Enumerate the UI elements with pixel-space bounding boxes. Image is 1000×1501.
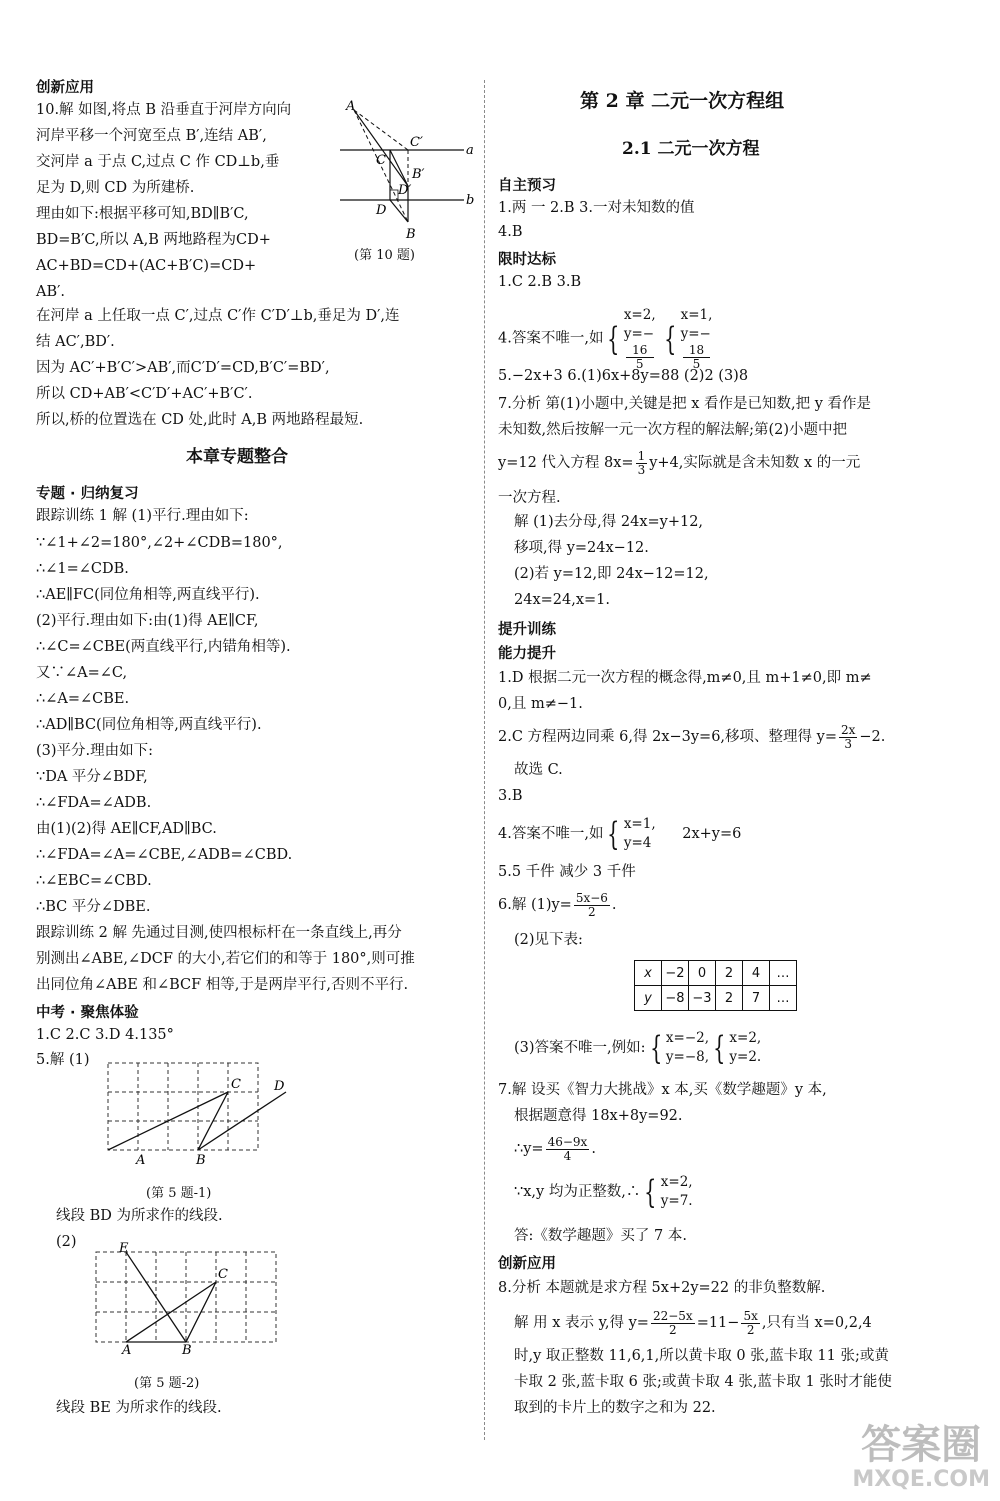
eq-line: y=−8, (665, 1049, 710, 1065)
fig10-caption: (第 10 题) (354, 248, 415, 263)
brace: { (649, 1029, 662, 1067)
equation-system (661, 1173, 693, 1211)
text-span: ∵x,y 均为正整数,∴ (514, 1184, 641, 1200)
eq-line: x=−2, (665, 1030, 710, 1046)
denominator: 5 (692, 357, 701, 371)
text-line: 解 (1)去分母,得 24x=y+12, (514, 514, 704, 530)
text-span: . (591, 1141, 596, 1157)
figure-10 (336, 96, 474, 261)
section-head-limit: 限时达标 (498, 252, 556, 268)
table-cell: −8 (662, 986, 689, 1011)
text-line: 所以 CD+AB′<C′D′+AC′+B′C′. (36, 386, 253, 402)
fig5-2-label: A (122, 1343, 132, 1356)
section-head-review: 专题 · 归纳复习 (36, 486, 139, 502)
equation-system (624, 306, 656, 371)
numerator: 16 (626, 344, 654, 358)
brace: { (607, 815, 620, 853)
text-line: 5.−2x+3 6.(1)6x+8y=88 (2)2 (3)8 (498, 368, 749, 384)
text-line: BD=B′C,所以 A,B 两地路程为CD+ (36, 232, 271, 248)
eq-line: x=2, (660, 1174, 693, 1190)
table-row-y (635, 986, 797, 1011)
fig10-label: B′ (412, 167, 425, 182)
eq-line: y=− (680, 326, 711, 342)
text-line: 1.C 2.B 3.B (498, 274, 582, 290)
eq-line: x=1, (680, 307, 713, 323)
watermark-brand: 答案圈 (861, 1422, 982, 1468)
text-line: ∴AE∥FC(同位角相等,两直线平行). (36, 587, 260, 603)
numerator: 5x (743, 1308, 758, 1323)
numerator: 5x−6 (575, 890, 608, 905)
equation-system (624, 815, 656, 853)
text-line: ∴∠C=∠CBE(两直线平行,内错角相等). (36, 639, 291, 655)
text-line: (2)若 y=12,即 24x−12=12, (514, 566, 709, 582)
q5-label2: (2) (56, 1234, 77, 1250)
text-line: 根据题意得 18x+8y=92. (514, 1108, 683, 1124)
denominator: 2 (746, 1322, 755, 1337)
text-line: 5.5 千件 减少 3 千件 (498, 864, 636, 880)
fig5-1-label: C (231, 1077, 241, 1092)
table-cell: … (770, 961, 797, 986)
text-line: ∵∠1+∠2=180°,∠2+∠CDB=180°, (36, 535, 283, 551)
ab6-3 (514, 1028, 761, 1068)
numerator: 2x (841, 722, 856, 737)
eq-line: y=2. (729, 1049, 762, 1065)
section-head-ability: 能力提升 (498, 646, 556, 662)
text-span: 2x+y=6 (682, 826, 742, 842)
text-line: AC+BD=CD+(AC+B′C)=CD+ (36, 258, 257, 274)
ab2 (498, 720, 885, 754)
text-line: (2)平行.理由如下:由(1)得 AE∥CF, (36, 613, 259, 629)
equation-system (729, 1029, 761, 1067)
denominator: 3 (844, 736, 853, 751)
table-cell: −3 (689, 986, 716, 1011)
eq-line: x=1, (623, 816, 656, 832)
numerator: 46−9x (547, 1134, 588, 1149)
text-span: −2. (859, 729, 886, 745)
table-cell: 4 (743, 961, 770, 986)
text-line: ∴∠A=∠CBE. (36, 691, 130, 707)
fig10-label: A (346, 99, 356, 114)
table-cell: −2 (662, 961, 689, 986)
limit7-equation (498, 446, 860, 480)
watermark (852, 1423, 990, 1493)
section-head-innovation-right: 创新应用 (498, 1256, 556, 1272)
denominator: 4 (563, 1148, 572, 1163)
ab4 (498, 814, 741, 854)
text-line: 又∵∠A=∠C, (36, 665, 128, 681)
fig10-label: C′ (410, 135, 423, 150)
fig5-1-label: D (274, 1079, 285, 1094)
denominator: 5 (635, 357, 644, 371)
text-line: ∴AD∥BC(同位角相等,两直线平行). (36, 717, 262, 733)
inn8-solution (514, 1306, 872, 1340)
text-span: y+4,实际就是含未知数 x 的一元 (649, 455, 861, 471)
text-span: ∴y= (514, 1141, 544, 1157)
text-span: =11− (696, 1315, 740, 1331)
ab7-int (514, 1172, 693, 1212)
fig5-2-label: E (119, 1241, 129, 1256)
q5-text1: 线段 BD 为所求作的线段. (56, 1208, 223, 1224)
text-line: 未知数,然后按解一元一次方程的解法解;第(2)小题中把 (498, 422, 848, 438)
text-line: ∴∠FDA=∠A=∠CBE,∠ADB=∠CBD. (36, 847, 293, 863)
text-span: 4.答案不唯一,如 (498, 330, 604, 347)
fig5-2-label: C (218, 1267, 228, 1282)
text-span: . (611, 897, 617, 913)
table-cell: 2 (716, 961, 743, 986)
section-title: 2.1 二元一次方程 (622, 139, 760, 159)
watermark-url: MXQE.COM (852, 1467, 990, 1492)
fig10-label: D′ (398, 183, 412, 198)
text-span: 2.C 方程两边同乘 6,得 2x−3y=6,移项、整理得 y= (498, 729, 837, 745)
table-cell: y (635, 986, 662, 1011)
text-line: 跟踪训练 1 解 (1)平行.理由如下: (36, 508, 249, 524)
table-cell: 0 (689, 961, 716, 986)
text-line: 在河岸 a 上任取一点 C′,过点 C′作 C′D′⊥b,垂足为 D′,连 (36, 308, 400, 324)
brace: { (644, 1173, 657, 1211)
table-cell: 7 (743, 986, 770, 1011)
text-line: 别测出∠ABE,∠DCF 的大小,若它们的和等于 180°,则可推 (36, 951, 415, 967)
fig5-1-label: B (196, 1153, 206, 1164)
chapter-summary-title: 本章专题整合 (186, 447, 288, 467)
fig10-label: b (466, 193, 474, 208)
text-line: ∴∠EBC=∠CBD. (36, 873, 152, 889)
text-span: 解 用 x 表示 y,得 y= (514, 1315, 649, 1331)
brace: { (664, 319, 677, 358)
text-line: ∴∠1=∠CDB. (36, 561, 129, 577)
text-line: 跟踪训练 2 解 先通过目测,使四根标杆在一条直线上,再分 (36, 925, 402, 941)
fig10-label: C (376, 153, 386, 168)
text-span: 4.答案不唯一,如 (498, 826, 604, 842)
fig10-label: a (466, 143, 474, 158)
text-line: (2)见下表: (514, 932, 583, 948)
numerator: 22−5x (652, 1308, 693, 1323)
text-line: 河岸平移一个河宽至点 B′,连结 AB′, (36, 128, 267, 144)
text-line: 移项,得 y=24x−12. (514, 540, 649, 556)
text-line: 1.两 一 2.B 3.一对未知数的值 (498, 200, 695, 216)
text-line: 答:《数学趣题》买了 7 本. (514, 1228, 687, 1244)
ab7-y (514, 1132, 596, 1166)
text-line: 时,y 取正整数 11,6,1,所以黄卡取 0 张,蓝卡取 11 张;或黄 (514, 1348, 889, 1364)
equation-system (666, 1029, 709, 1067)
section-head-preview: 自主预习 (498, 178, 556, 194)
fig5-2-label: B (182, 1343, 192, 1356)
text-line: 7.解 设买《智力大挑战》x 本,买《数学趣题》y 本, (498, 1082, 827, 1098)
fig5-2-caption: (第 5 题-2) (134, 1376, 200, 1391)
figure-5-2 (86, 1240, 296, 1356)
fig10-label: D (376, 203, 387, 218)
denominator: 3 (637, 462, 646, 477)
text-line: 4.B (498, 224, 523, 240)
table-cell: x (635, 961, 662, 986)
text-span: 6.解 (1)y= (498, 897, 572, 913)
text-line: 1.D 根据二元一次方程的概念得,m≠0,且 m+1≠0,即 m≠ (498, 670, 872, 686)
denominator: 2 (669, 1322, 677, 1337)
fraction (546, 1136, 590, 1163)
text-line: 8.分析 本题就是求方程 5x+2y=22 的非负整数解. (498, 1280, 826, 1296)
section-head-improve: 提升训练 (498, 622, 556, 638)
section-head-exam: 中考 · 聚焦体验 (36, 1005, 139, 1021)
chapter-title: 第 2 章 二元一次方程组 (580, 90, 785, 112)
brace: { (607, 319, 620, 358)
text-line: 理由如下:根据平移可知,BD∥B′C, (36, 206, 249, 222)
text-line: 故选 C. (514, 762, 563, 778)
text-line: 结 AC′,BD′. (36, 334, 115, 350)
text-line: 出同位角∠ABE 和∠BCF 相等,于是两岸平行,否则不平行. (36, 977, 409, 993)
text-line: ∴∠FDA=∠ADB. (36, 795, 152, 811)
text-span: y=12 代入方程 8x= (498, 455, 634, 471)
fraction (741, 1310, 759, 1337)
text-line: (3)平分.理由如下: (36, 743, 154, 759)
ab6-1 (498, 888, 617, 922)
text-span: ,只有当 x=0,2,4 (761, 1315, 872, 1331)
exam-answers: 1.C 2.C 3.D 4.135° (36, 1027, 174, 1043)
column-divider (484, 80, 485, 1440)
equation-system (681, 306, 713, 371)
text-line: 0,且 m≠−1. (498, 696, 583, 712)
q5-label: 5.解 (1) (36, 1052, 90, 1068)
table-cell: … (770, 986, 797, 1011)
text-span: (3)答案不唯一,例如: (514, 1040, 646, 1056)
fraction (839, 724, 857, 751)
table-row-x (635, 961, 797, 986)
text-line: 一次方程. (498, 490, 561, 506)
eq-line: x=2, (623, 307, 656, 323)
fig5-1-label: A (136, 1153, 146, 1164)
denominator: 2 (588, 904, 596, 919)
fraction (636, 450, 648, 477)
numerator: 18 (683, 344, 711, 358)
section-head-innovation: 创新应用 (36, 80, 94, 96)
eq-line: y=− (623, 326, 655, 342)
text-line: 3.B (498, 788, 523, 804)
eq-line: x=2, (729, 1030, 762, 1046)
fig10-label: B (406, 227, 416, 242)
text-line: 取到的卡片上的数字之和为 22. (514, 1400, 716, 1416)
text-line: 卡取 2 张,蓝卡取 6 张;或黄卡取 4 张,蓝卡取 1 张时才能使 (514, 1374, 892, 1390)
eq-line: y=7. (660, 1193, 693, 1209)
fraction (574, 892, 610, 919)
text-line: AB′. (36, 284, 66, 300)
text-line: 24x=24,x=1. (514, 592, 610, 608)
limit4 (498, 306, 712, 371)
fig5-1-caption: (第 5 题-1) (146, 1186, 212, 1201)
text-line: 由(1)(2)得 AE∥CF,AD∥BC. (36, 821, 217, 837)
text-line: 交河岸 a 于点 C,过点 C 作 CD⊥b,垂 (36, 154, 280, 170)
text-line: 10.解 如图,将点 B 沿垂直于河岸方向向 (36, 102, 292, 118)
text-line: ∴BC 平分∠DBE. (36, 899, 151, 915)
eq-line: y=4 (623, 835, 652, 851)
brace: { (713, 1029, 726, 1067)
fraction (651, 1310, 695, 1337)
numerator: 1 (637, 448, 646, 463)
q5-text2: 线段 BE 为所求作的线段. (56, 1400, 222, 1416)
text-line: 因为 AC′+B′C′>AB′,而C′D′=CD,B′C′=BD′, (36, 360, 330, 376)
text-line: ∵DA 平分∠BDF, (36, 769, 148, 785)
figure-5-1 (98, 1060, 288, 1164)
table-cell: 2 (716, 986, 743, 1011)
value-table (634, 960, 797, 1011)
text-line: 所以,桥的位置选在 CD 处,此时 A,B 两地路程最短. (36, 412, 364, 428)
text-line: 足为 D,则 CD 为所建桥. (36, 180, 195, 196)
text-line: 7.分析 第(1)小题中,关键是把 x 看作是已知数,把 y 看作是 (498, 396, 872, 412)
